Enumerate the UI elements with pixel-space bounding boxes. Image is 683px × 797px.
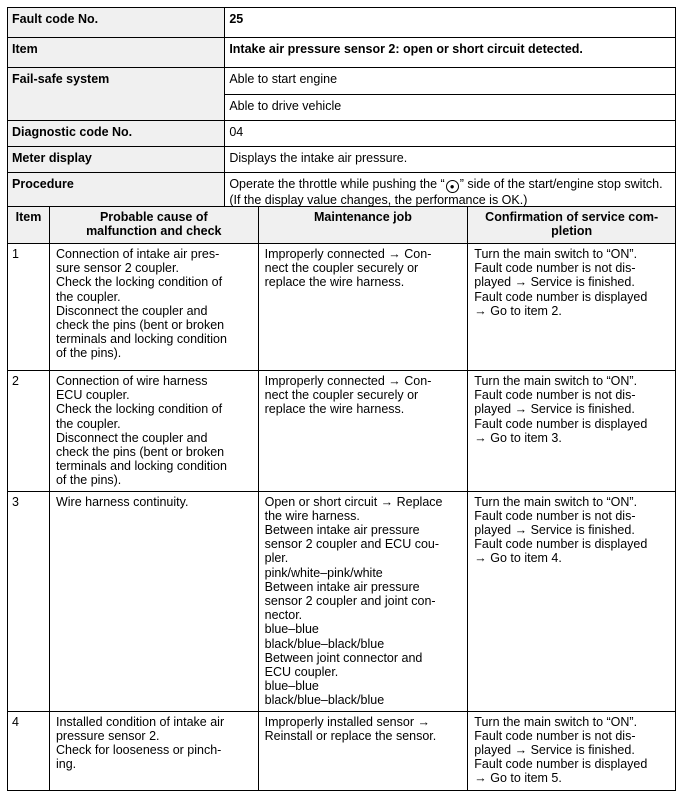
row-confirmation: Turn the main switch to “ON”. Fault code number is not dis- played → Service is finished. Fault code number is displayed → Go to item 5. (468, 711, 676, 790)
diagnostic-code-label: Diagnostic code No. (8, 121, 225, 147)
maintenance-table (7, 206, 676, 791)
item-row (8, 38, 676, 68)
row-confirmation: Turn the main switch to “ON”. Fault code number is not dis- played → Service is finished. Fault code number is displayed → Go to item 4. (468, 491, 676, 711)
row-maintenance-job: Improperly installed sensor → Reinstall or replace the sensor. (258, 711, 468, 790)
procedure-label: Procedure (8, 173, 225, 212)
table-row (8, 711, 676, 790)
row-maintenance-job: Improperly connected → Con- nect the coupler securely or replace the wire harness. (258, 244, 468, 371)
item-label: Item (8, 38, 225, 68)
header-item: Item (8, 207, 50, 244)
header-maintenance-job: Maintenance job (258, 207, 468, 244)
header-confirmation: Confirmation of service com- pletion (468, 207, 676, 244)
failsafe-value-drive: Able to drive vehicle (225, 95, 676, 121)
fault-info-table (7, 7, 676, 212)
row-item-number: 2 (8, 371, 50, 492)
diagnostic-code-row (8, 121, 676, 147)
failsafe-value-start: Able to start engine (225, 68, 676, 95)
failsafe-label: Fail-safe system (8, 68, 225, 121)
header-probable-cause: Probable cause of malfunction and check (49, 207, 258, 244)
row-probable-cause: Wire harness continuity. (49, 491, 258, 711)
procedure-text-end: ” side of the start/engine stop switch. (If the display value changes, the performance is OK.) (229, 177, 663, 207)
select-switch-icon: ● (446, 180, 459, 193)
table-row (8, 491, 676, 711)
row-confirmation: Turn the main switch to “ON”. Fault code number is not dis- played → Service is finished. Fault code number is displayed → Go to item 3. (468, 371, 676, 492)
item-value: Intake air pressure sensor 2: open or short circuit detected. (225, 38, 676, 68)
row-confirmation: Turn the main switch to “ON”. Fault code number is not dis- played → Service is finished. Fault code number is displayed → Go to item 2. (468, 244, 676, 371)
row-item-number: 1 (8, 244, 50, 371)
row-probable-cause: Connection of wire harness ECU coupler. Check the locking condition of the coupler. Disconnect the coupler and check the pins (bent or broken terminals and locking condition of the pins). (49, 371, 258, 492)
row-probable-cause: Connection of intake air pres- sure sensor 2 coupler. Check the locking condition of the coupler. Disconnect the coupler and check the pins (bent or broken terminals and locking condition of the pins). (49, 244, 258, 371)
fault-code-row (8, 8, 676, 38)
fault-code-label: Fault code No. (8, 8, 225, 38)
row-item-number: 4 (8, 711, 50, 790)
row-item-number: 3 (8, 491, 50, 711)
meter-display-row (8, 147, 676, 173)
maintenance-header-row (8, 207, 676, 244)
failsafe-row (8, 68, 676, 95)
row-maintenance-job: Improperly connected → Con- nect the coupler securely or replace the wire harness. (258, 371, 468, 492)
meter-display-value: Displays the intake air pressure. (225, 147, 676, 173)
meter-display-label: Meter display (8, 147, 225, 173)
diagnostic-code-value: 04 (225, 121, 676, 147)
table-row (8, 371, 676, 492)
table-row (8, 244, 676, 371)
procedure-text-start: Operate the throttle while pushing the “ (229, 177, 445, 191)
row-probable-cause: Installed condition of intake air pressure sensor 2. Check for looseness or pinch- ing. (49, 711, 258, 790)
fault-code-value: 25 (225, 8, 676, 38)
row-maintenance-job: Open or short circuit → Replace the wire harness. Between intake air pressure sensor 2 coupler and ECU cou- pler. pink/white–pink/white Between intake air pressure sensor 2 coupler and joint con- nector. blue–blue black/blue–black/blue Between joint connector and ECU coupler. blue–blue black/blue–black/blue (258, 491, 468, 711)
